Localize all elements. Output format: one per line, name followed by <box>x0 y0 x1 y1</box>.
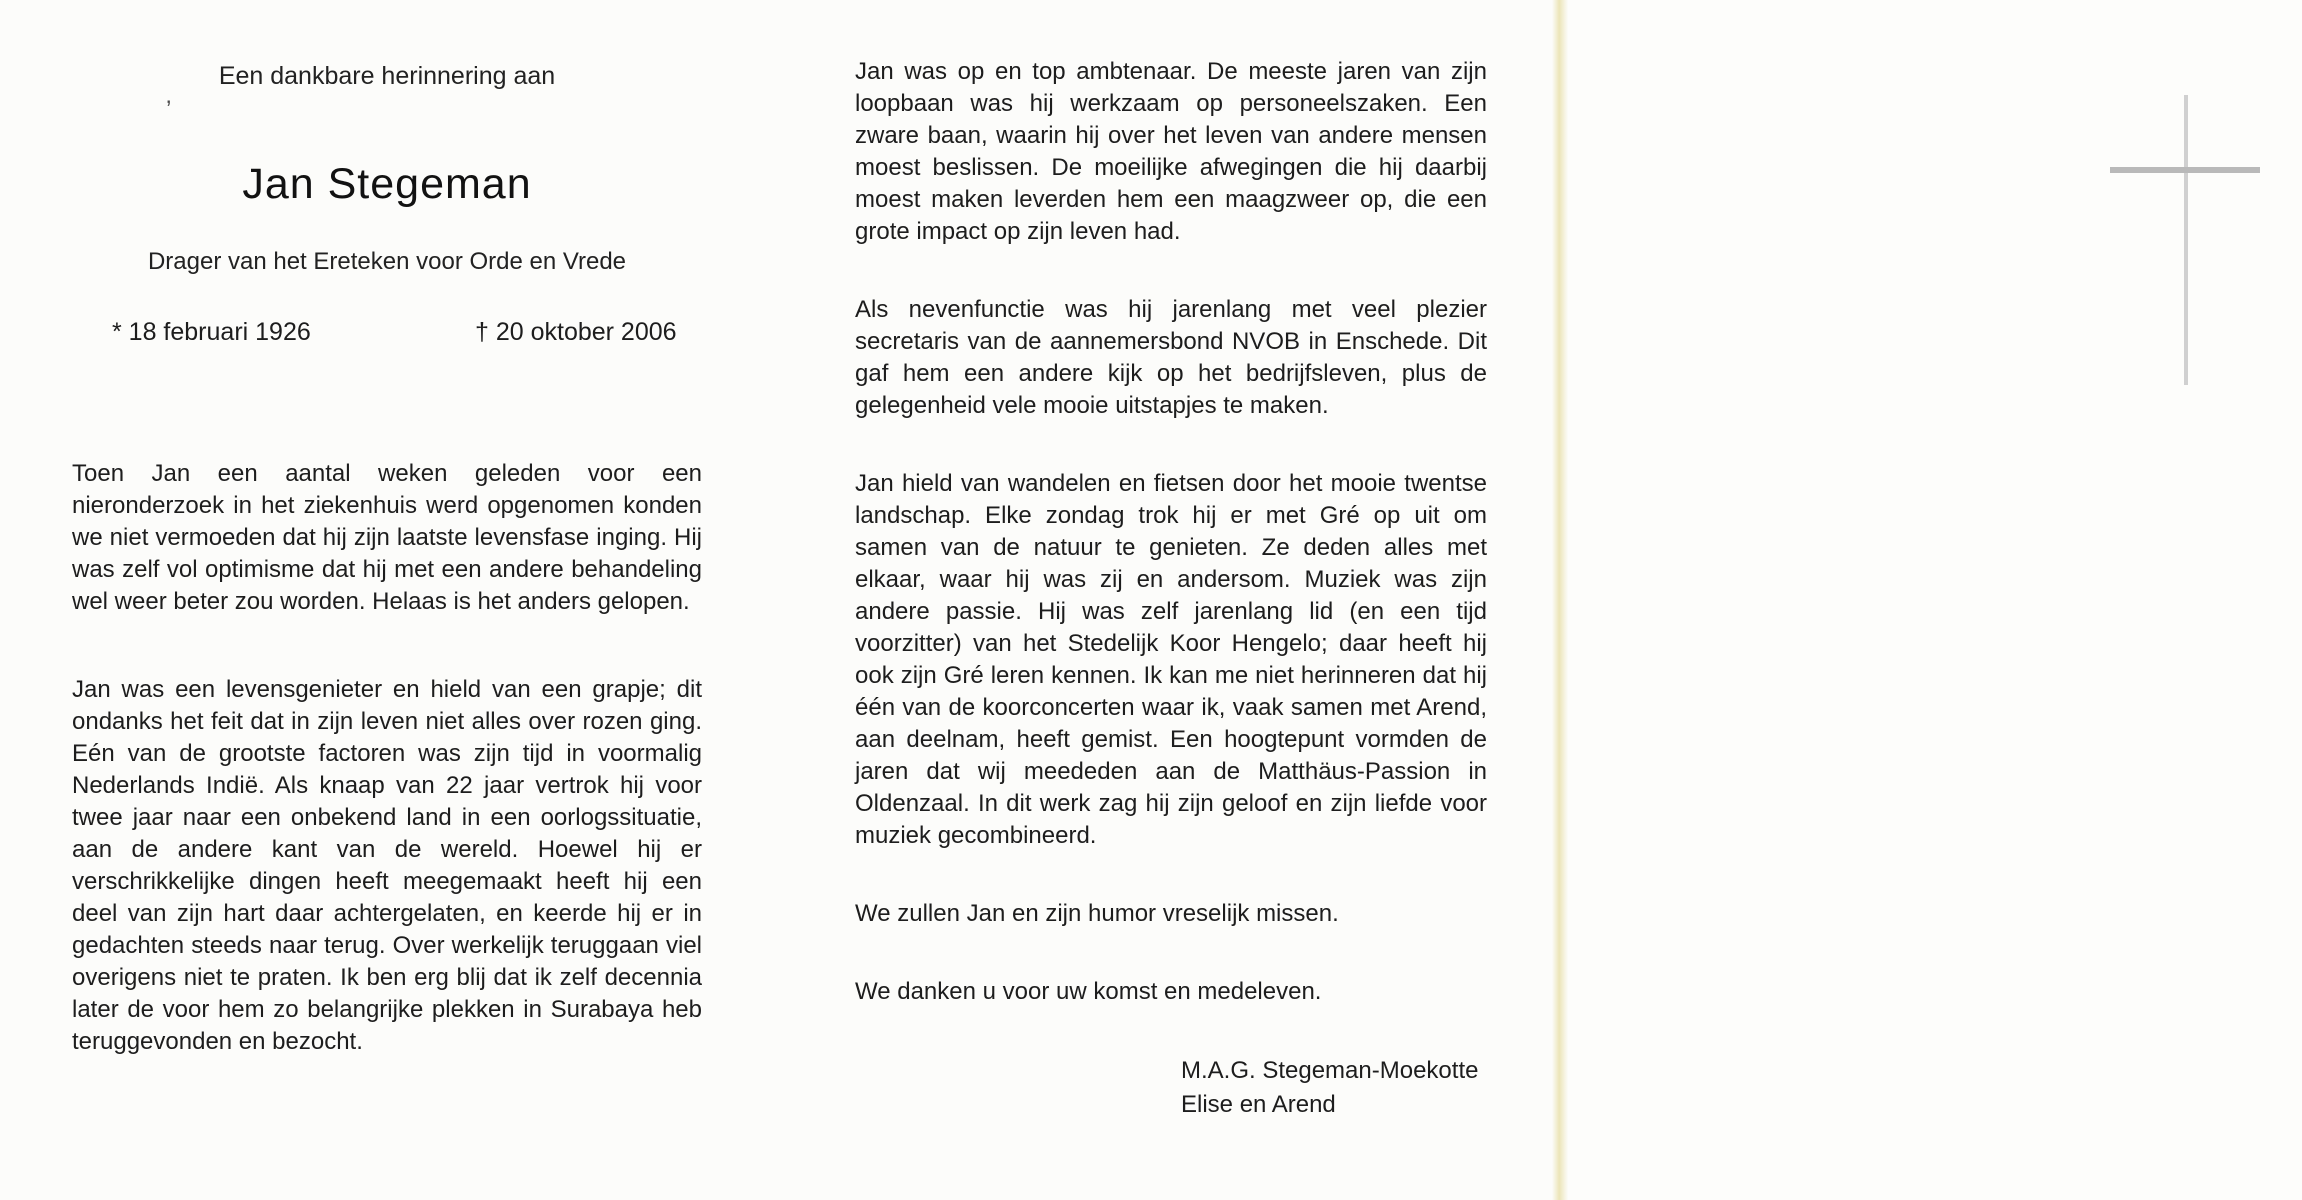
right-column <box>855 56 1487 1122</box>
obituary-paragraph: Als nevenfunctie was hij jarenlang met veel plezier secretaris van de aannemersbond NVOB in Enschede. Dit gaf hem een andere kijk op het bedrijfsleven, plus de gelegenheid vele mooie uitstapjes te maken. <box>855 296 1487 419</box>
closing-line: We zullen Jan en zijn humor vreselijk missen. <box>855 900 1339 927</box>
signature-name: M.A.G. Stegeman-Moekotte <box>1181 1057 1479 1084</box>
obituary-paragraph: Jan was op en top ambtenaar. De meeste jaren van zijn loopbaan was hij werkzaam op personeelszaken. Een zware baan, waarin hij over het leven van andere mensen moest beslissen. De moeilijke afwegingen die hij daarbij moest maken leverden hem een maagzweer op, die een grote impact op zijn leven had. <box>855 58 1487 245</box>
birth-date: * 18 februari 1926 <box>112 318 311 346</box>
page-fold <box>1552 0 1568 1200</box>
memorial-cross-icon <box>2110 95 2260 385</box>
life-dates <box>72 318 702 352</box>
scan-artifact: ’ <box>166 96 172 123</box>
signature-block <box>855 1054 1487 1122</box>
deceased-name: Jan Stegeman <box>242 160 532 208</box>
closing-line: We danken u voor uw komst en medeleven. <box>855 978 1322 1005</box>
left-column <box>72 458 702 1058</box>
obituary-paragraph: Toen Jan een aantal weken geleden voor een nieronderzoek in het ziekenhuis werd opgenomen konden we niet vermoeden dat hij zijn laatste levensfase inging. Hij was zelf vol optimisme dat hij met een andere behandeling wel weer beter zou worden. Helaas is het anders gelopen. <box>72 460 702 615</box>
honor-title: Drager van het Ereteken voor Orde en Vrede <box>147 248 627 275</box>
signature-children: Elise en Arend <box>1181 1091 1336 1118</box>
cross-horizontal-bar <box>2110 167 2260 173</box>
intro-line: Een dankbare herinnering aan <box>218 62 556 90</box>
cross-vertical-bar <box>2184 95 2188 385</box>
obituary-paragraph: Jan was een levensgenieter en hield van een grapje; dit ondanks het feit dat in zijn leven niet alles over rozen ging. Eén van de grootste factoren was zijn tijd in voormalig Nederlands Indië. Als knaap van 22 jaar vertrok hij voor twee jaar naar een onbekend land in een oorlogssituatie, aan de andere kant van de wereld. Hoewel hij er verschrikkelijke dingen heeft meegemaakt heeft hij een deel van zijn hart daar achtergelaten, en keerde hij er in gedachten steeds naar terug. Over werkelijk teruggaan viel overigens niet te praten. Ik ben erg blij dat ik zelf decennia later de voor hem zo belangrijke plekken in Surabaya heb teruggevonden en bezocht. <box>72 676 702 1055</box>
death-date: † 20 oktober 2006 <box>475 318 677 346</box>
obituary-paragraph: Jan hield van wandelen en fietsen door het mooie twentse landschap. Elke zondag trok hij er met Gré op uit om samen van de natuur te genieten. Ze deden alles met elkaar, waar hij was zij en andersom. Muziek was zijn andere passie. Hij was zelf jarenlang lid (en een tijd voorzitter) van het Stedelijk Koor Hengelo; daar heeft hij ook zijn Gré leren kennen. Ik kan me niet herinneren dat hij één van de koorconcerten waar ik, vaak samen met Arend, aan deelnam, heeft gemist. Een hoogtepunt vormden de jaren dat wij meededen aan de Matthäus-Passion in Oldenzaal. In dit werk zag hij zijn geloof en zijn liefde voor muziek gecombineerd. <box>855 470 1487 849</box>
